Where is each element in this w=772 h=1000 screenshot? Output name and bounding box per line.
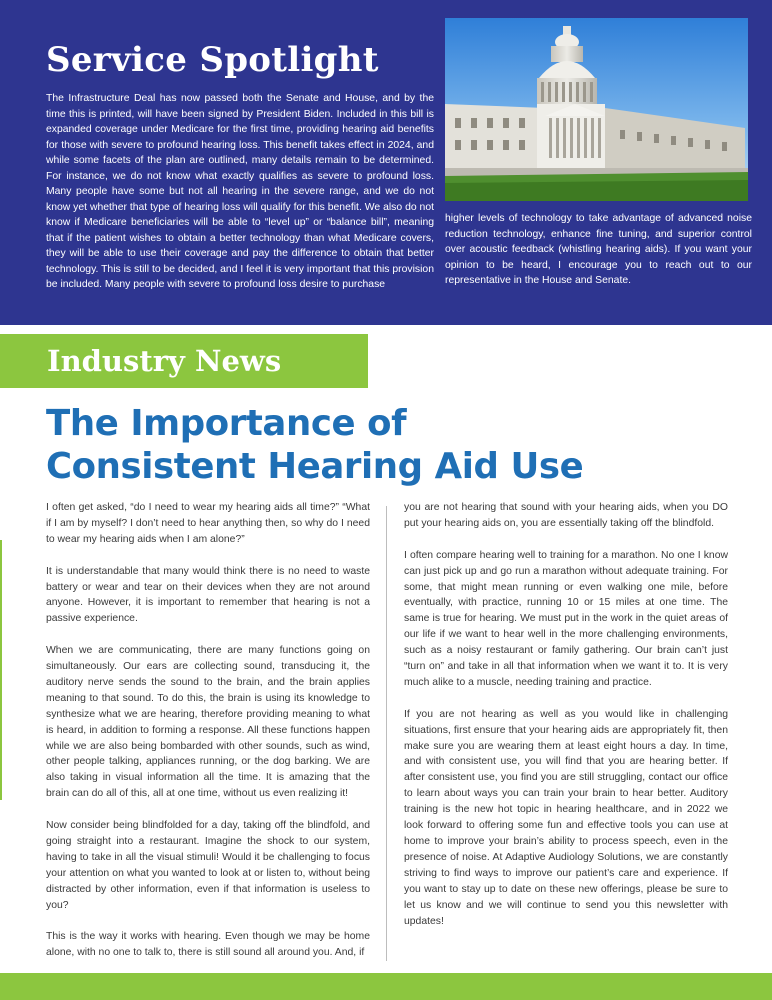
article-headline-line1: The Importance of <box>46 403 407 444</box>
article-headline-line2: Consistent Hearing Aid Use <box>46 446 584 487</box>
article-paragraph: I often compare hearing well to training for a marathon. No one I know can just pick up and go run a marathon without adequate training. For some, that might mean running or even walking one mile, before eventually, with practice, running 10 or 15 miles at one time. The same is true for hearing. We must put in the work in the quiet areas of our life if we want to hear well in the more challenging environments, such as a noisy restaurant or family gathering. Our brain can’t just “turn on” and take in all that information when we want it to. It is very much alike to a muscle, needing training and practice. <box>404 549 728 688</box>
service-spotlight-title: Service Spotlight <box>46 40 379 80</box>
article-paragraph: This is the way it works with hearing. Even though we may be home alone, with no one to talk to, there is still sound all around you. And, if <box>46 931 370 959</box>
service-spotlight-body-continued: higher levels of technology to take advantage of advanced noise reduction technology, enhance fine tuning, and superior control over acoustic feedback (whistling hearing aids). If you want your opinion to be heard, I encourage you to reach out to our representative in the House and Senate. <box>445 213 752 286</box>
article-paragraph: It is understandable that many would think there is no need to waste battery or wear and tear on their devices when they are not around anyone. However, it is important to remember that hearing is not a passive experience. <box>46 565 370 625</box>
article-paragraph: you are not hearing that sound with your hearing aids, when you DO put your hearing aids on, you are essentially taking off the blindfold. <box>404 502 728 529</box>
article-paragraph: When we are communicating, there are many functions going on simultaneously. Our ears are collecting sound, transducing it, the auditory nerve sends the sound to the brain, and the brain applies meaning to that sound. To do this, the brain is using its knowledge to synthesize what we are hearing, therefore providing meaning to what is heard, in addition to forming a response. All these functions happen while we are also being bombarded with other sounds, such as wind, other people talking, appliances running, or the dog barking. We are also taking in visual information all the time. It is amazing that the brain can do all of this, all at one time, without us even realizing it! <box>46 645 370 800</box>
capitol-building-photo <box>445 18 748 201</box>
column-divider <box>386 506 387 961</box>
article-headline <box>46 402 583 488</box>
article-paragraph: I often get asked, “do I need to wear my hearing aids all time?” “What if I am by myself? I don’t need to hear anything then, so why do I need to wear my hearing aids when I am alone?” <box>46 502 370 545</box>
article-paragraph: If you are not hearing as well as you would like in challenging situations, first ensure that your hearing aids are appropriately fit, then make sure you are wearing them at least eight hours a day. In time, and with consistent use, you will find that you are hearing better. If after consistent use, you find you are still struggling, contact our office to learn about ways you can train your brain to hear better. Auditory training is the new hot topic in hearing healthcare, and in 2022 we look forward to offering some fun and effective tools you can use at home to improve your brain’s ability to process speech, even in the presence of noise. At Adaptive Audiology Solutions, we are constantly striving to find ways to improve our patient’s care and experience. If you want to stay up to date on these new offerings, please be sure to let us know and we will continue to send you this newsletter with updates! <box>404 708 728 927</box>
service-spotlight-section <box>0 0 772 325</box>
footer-band <box>0 973 772 1000</box>
article-column-right <box>404 500 728 945</box>
industry-news-banner <box>0 334 368 388</box>
article-paragraph: Now consider being blindfolded for a day, taking off the blindfold, and going straight into a restaurant. Imagine the shock to our system, having to take in all the visual stimuli! Would it be challenging to focus your attention on what you wanted to look at or listen to, without being distracted by other information, even if that information is useless to you? <box>46 820 370 911</box>
industry-news-title: Industry News <box>47 344 282 378</box>
left-accent-rule <box>0 540 2 800</box>
service-spotlight-body: The Infrastructure Deal has now passed both the Senate and House, and by the time this is printed, will have been signed by President Biden. Included in this bill is expanded coverage under Medicare for the first time, providing hearing aid benefits for those with severe to profound hearing loss. This benefit takes effect in 2024, and while some facets of the plan are outlined, many details remain to be determined. For instance, we do not know what exactly qualifies as severe to profound loss. Many people have some but not all hearing in the severe range, and we do not know yet whether that type of hearing loss will qualify for this benefit. We also do not know if Medicare beneficiaries will be able to “level up” or “balance bill”, meaning that if the patient wishes to obtain a better technology than what Medicare covers, they will be able to use their coverage and pay the difference to obtain that better technology. This is still to be decided, and I feel it is very important that this provision be included. Many people with severe to profound loss desire to purchase <box>46 93 434 290</box>
article-column-left <box>46 500 370 977</box>
